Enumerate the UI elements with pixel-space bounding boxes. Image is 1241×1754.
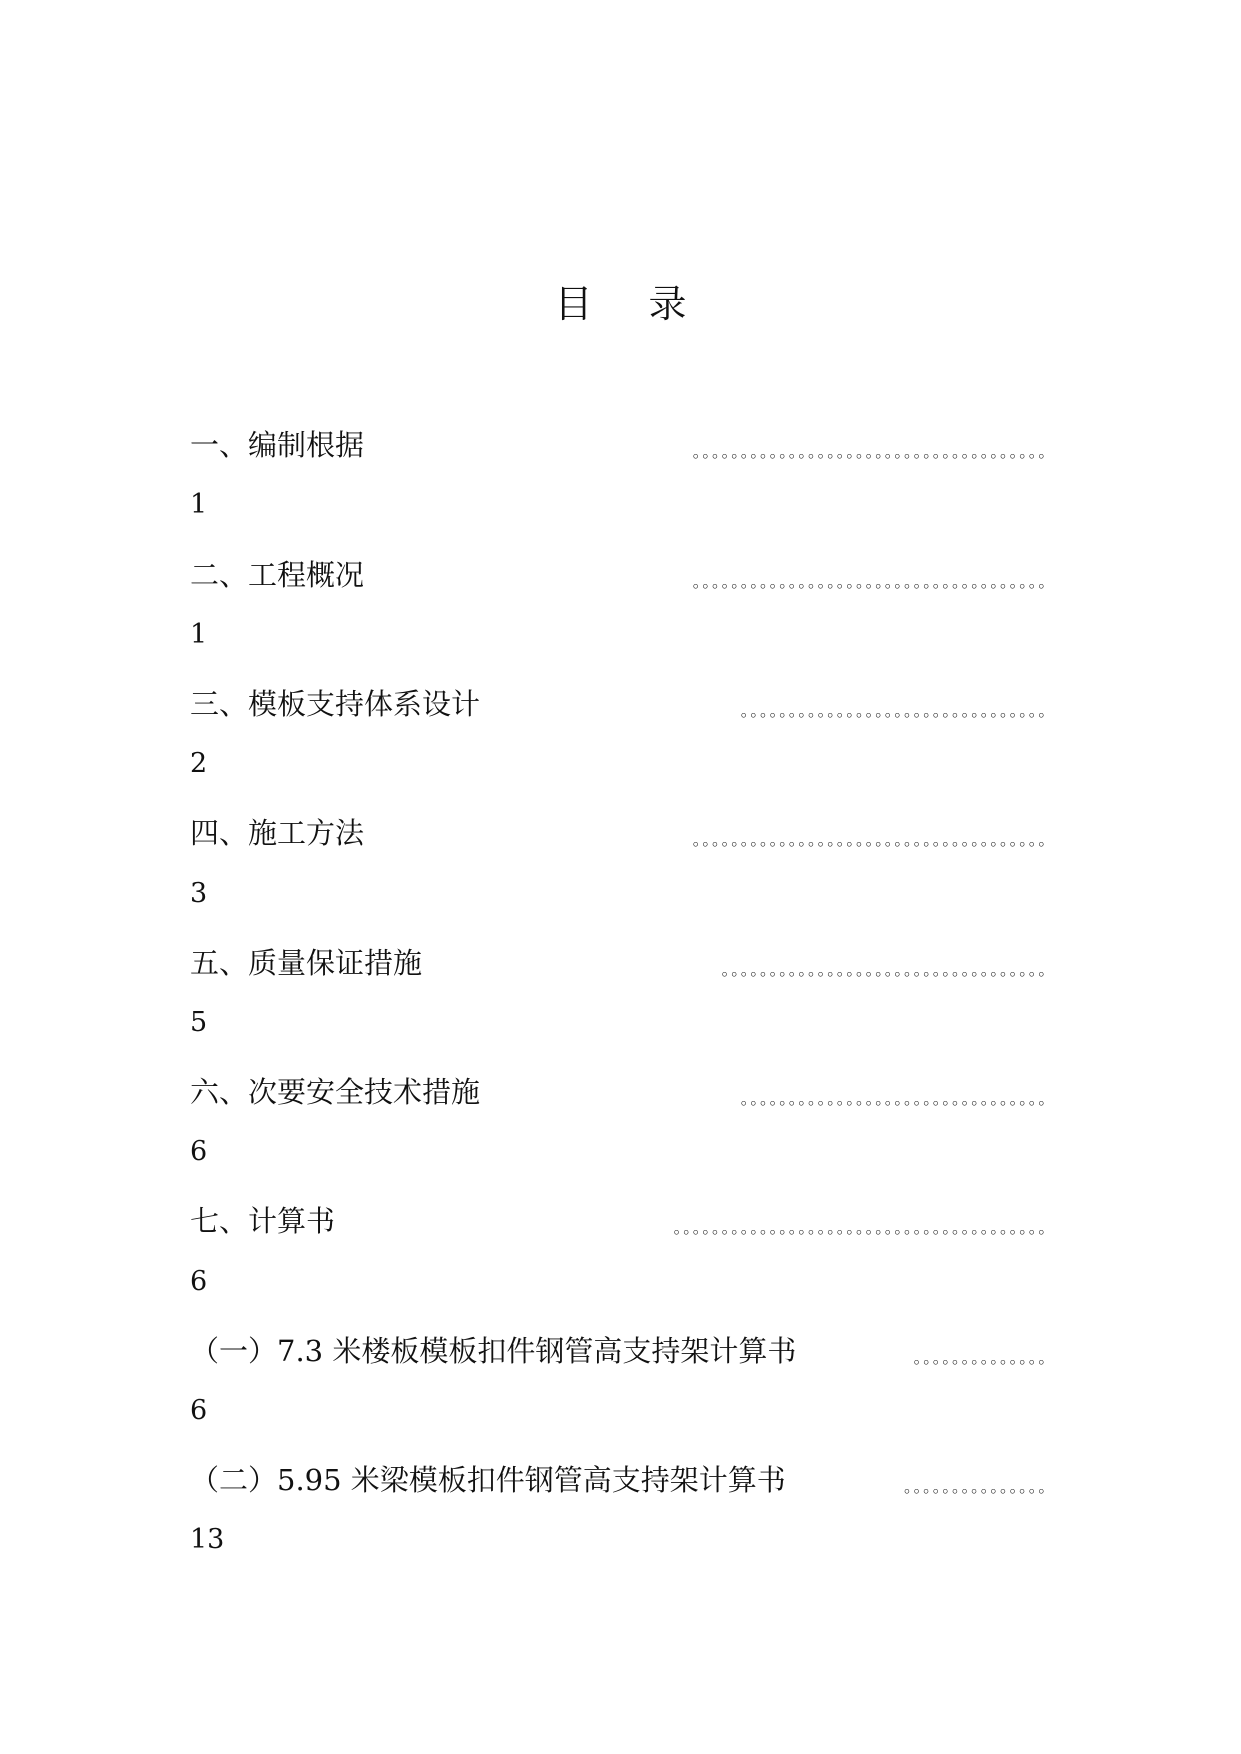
- page-title: 目 录: [554, 282, 709, 326]
- toc-entry-label: （二）5.95 米梁模板扣件钢管高支持架计算书: [190, 1463, 786, 1497]
- toc-entry-label: 六、次要安全技术措施: [190, 1075, 481, 1109]
- toc-entry-label: 三、模板支持体系设计: [190, 687, 481, 721]
- toc-leader-dots: 。。。。。。。。。。。。。。。。。。。。。。。。。。。。。。。。。。。。。: [692, 572, 1056, 591]
- toc-page-number: 6: [190, 1266, 208, 1297]
- toc-entry-5[interactable]: [190, 943, 1056, 983]
- toc-entry-7[interactable]: [190, 1201, 1056, 1241]
- toc-entry-label: 二、工程概况: [190, 558, 365, 592]
- toc-entry-label: 一、编制根据: [190, 428, 365, 462]
- toc-entry-6[interactable]: [190, 1072, 1056, 1112]
- toc-entry-3[interactable]: [190, 684, 1056, 724]
- toc-page-number: 6: [190, 1395, 208, 1426]
- toc-entry-label: 七、计算书: [190, 1204, 336, 1238]
- toc-entry-label: （一）7.3 米楼板模板扣件钢管高支持架计算书: [190, 1334, 797, 1368]
- toc-leader-dots: 。。。。。。。。。。。。。。。。。。。。。。。。。。。。。。。。。。。。。。。: [673, 1218, 1056, 1237]
- toc-entry-1[interactable]: [190, 425, 1056, 465]
- toc-leader-dots: 。。。。。。。。。。。。。。。。。。。。。。。。。。。。。。。。。。。。。: [692, 830, 1056, 849]
- toc-page-number: 3: [190, 878, 208, 909]
- toc-page-number: 5: [190, 1007, 208, 1038]
- toc-page-number: 6: [190, 1136, 208, 1167]
- toc-entry-9[interactable]: [190, 1460, 1056, 1500]
- toc-leader-dots: 。。。。。。。。。。。。。。。。。。。。。。。。。。。。。。。。。。。。。: [692, 442, 1056, 461]
- toc-page-number: 2: [190, 748, 208, 779]
- toc-entry-label: 五、质量保证措施: [190, 946, 423, 980]
- toc-entry-label: 四、施工方法: [190, 816, 365, 850]
- toc-leader-dots: 。。。。。。。。。。。。。。。。。。。。。。。。。。。。。。。。。。: [721, 960, 1056, 979]
- toc-entry-8[interactable]: [190, 1331, 1056, 1371]
- toc-leader-dots: 。。。。。。。。。。。。。。。: [903, 1477, 1056, 1496]
- toc-entry-4[interactable]: [190, 813, 1056, 853]
- toc-leader-dots: 。。。。。。。。。。。。。。: [913, 1348, 1056, 1367]
- toc-page-number: 1: [190, 619, 208, 650]
- toc-entry-2[interactable]: [190, 555, 1056, 595]
- toc-page-number: 13: [190, 1524, 225, 1555]
- toc-leader-dots: 。。。。。。。。。。。。。。。。。。。。。。。。。。。。。。。。: [740, 1089, 1056, 1108]
- toc-page-number: 1: [190, 489, 208, 520]
- toc-leader-dots: 。。。。。。。。。。。。。。。。。。。。。。。。。。。。。。。。: [740, 701, 1056, 720]
